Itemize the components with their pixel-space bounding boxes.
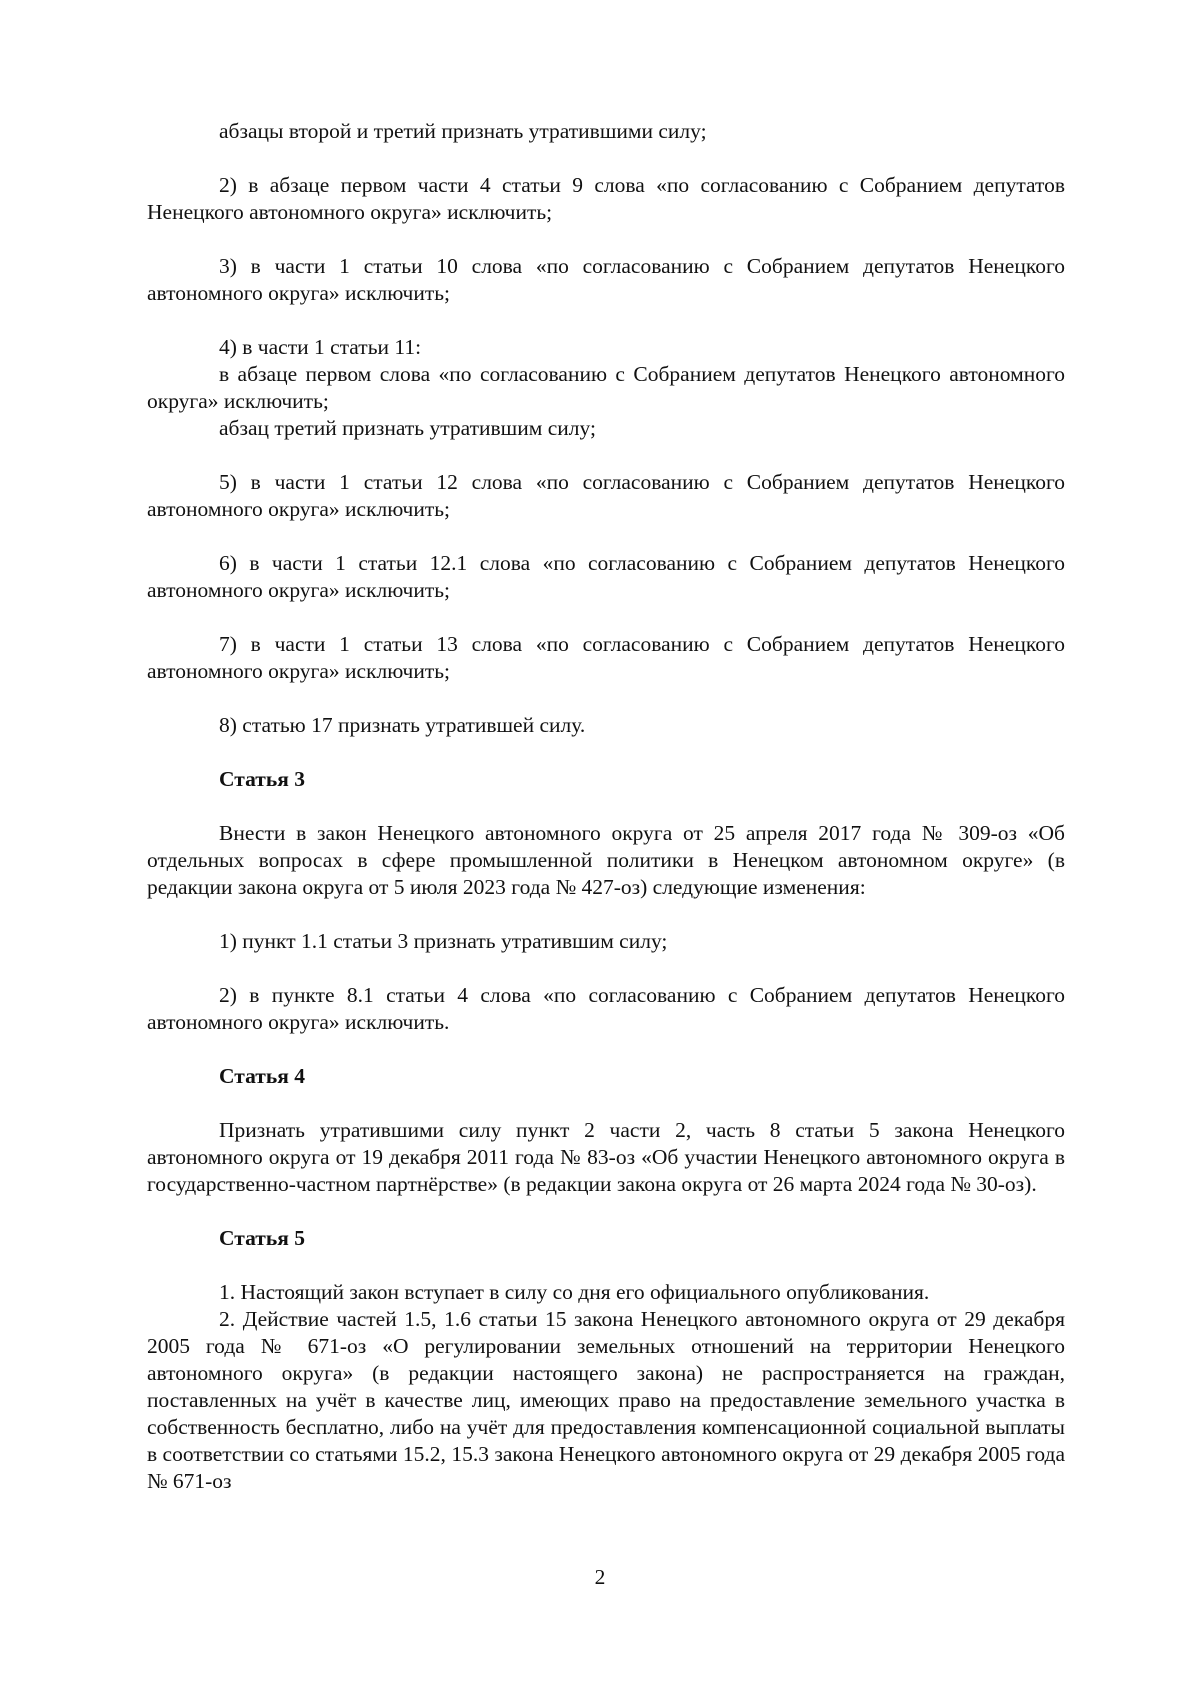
paragraph-6: абзац третий признать утратившим силу; bbox=[219, 416, 596, 440]
article-5-heading: Статья 5 bbox=[219, 1226, 305, 1250]
paragraph-3: 3) в части 1 статьи 10 слова «по согласованию с Собранием депутатов Ненецкого автономного округа» исключить; bbox=[147, 254, 1065, 305]
paragraph-9: 7) в части 1 статьи 13 слова «по согласованию с Собранием депутатов Ненецкого автономного округа» исключить; bbox=[147, 632, 1065, 683]
paragraph-10: 8) статью 17 признать утратившей силу. bbox=[219, 713, 586, 737]
page-number: 2 bbox=[594, 1565, 606, 1589]
paragraph-2: 2) в абзаце первом части 4 статьи 9 слова «по согласованию с Собранием депутатов Ненецкого автономного округа» исключить; bbox=[147, 173, 1065, 224]
paragraph-7: 5) в части 1 статьи 12 слова «по согласованию с Собранием депутатов Ненецкого автономного округа» исключить; bbox=[147, 470, 1065, 521]
paragraph-14: 2) в пункте 8.1 статьи 4 слова «по согласованию с Собранием депутатов Ненецкого автономного округа» исключить. bbox=[147, 983, 1065, 1034]
paragraph-16: Признать утратившими силу пункт 2 части 2, часть 8 статьи 5 закона Ненецкого автономного округа от 19 декабря 2011 года № 83-оз «Об участии Ненецкого автономного округа в государственно-частном партнёрстве» (в редакции закона округа от 26 марта 2024 года № 30-оз). bbox=[147, 1118, 1065, 1196]
paragraph-18: 1. Настоящий закон вступает в силу со дня его официального опубликования. bbox=[219, 1280, 930, 1304]
paragraph-1: абзацы второй и третий признать утратившими силу; bbox=[219, 119, 707, 143]
paragraph-4: 4) в части 1 статьи 11: bbox=[219, 335, 422, 359]
paragraph-19: 2. Действие частей 1.5, 1.6 статьи 15 закона Ненецкого автономного округа от 29 декабря 2005 года № 671-оз «О регулировании земельных отношений на территории Ненецкого автономного округа» (в редакции настоящего закона) не распространяется на граждан, поставленных на учёт в качестве лиц, имеющих право на предоставление земельного участка в собственность бесплатно, либо на учёт для предоставления компенсационной социальной выплаты в соответствии со статьями 15.2, 15.3 закона Ненецкого автономного округа от 29 декабря 2005 года № 671-оз bbox=[147, 1307, 1065, 1493]
article-4-heading: Статья 4 bbox=[219, 1064, 305, 1088]
paragraph-5: в абзаце первом слова «по согласованию с Собранием депутатов Ненецкого автономного округа» исключить; bbox=[147, 362, 1065, 413]
document-body bbox=[147, 118, 1065, 1495]
paragraph-13: 1) пункт 1.1 статьи 3 признать утратившим силу; bbox=[219, 929, 668, 953]
article-3-heading: Статья 3 bbox=[219, 767, 305, 791]
paragraph-12: Внести в закон Ненецкого автономного округа от 25 апреля 2017 года № 309-оз «Об отдельных вопросах в сфере промышленной политики в Ненецком автономном округе» (в редакции закона округа от 5 июля 2023 года № 427-оз) следующие изменения: bbox=[147, 821, 1065, 899]
paragraph-8: 6) в части 1 статьи 12.1 слова «по согласованию с Собранием депутатов Ненецкого автономного округа» исключить; bbox=[147, 551, 1065, 602]
